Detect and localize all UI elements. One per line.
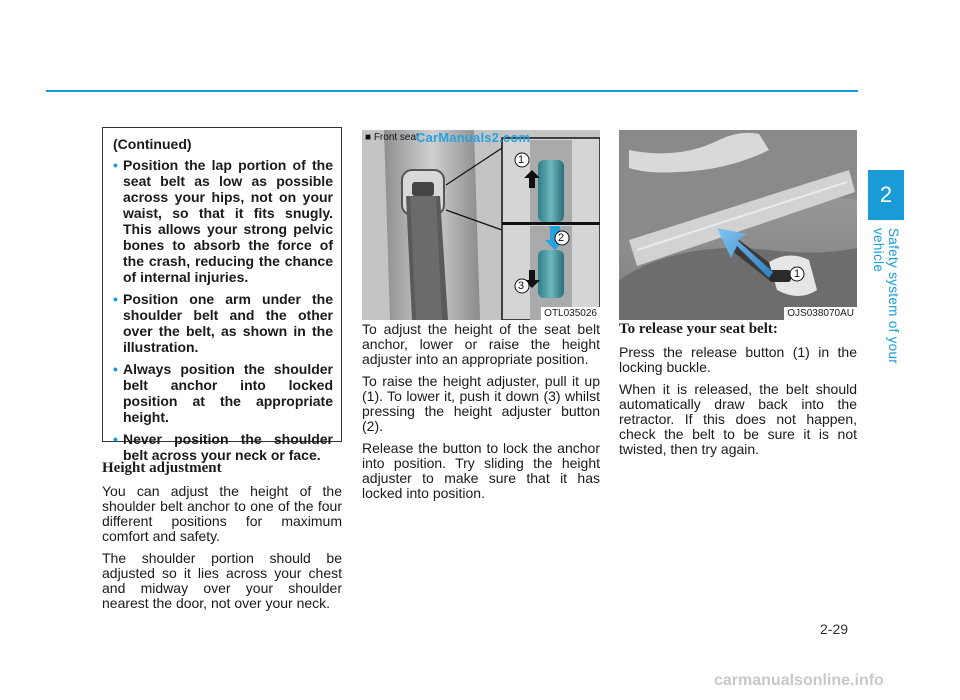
paragraph: To adjust the height of the seat belt anchor, lower or raise the height adjuster into an appropriate position. — [362, 321, 600, 367]
warning-item — [113, 157, 333, 285]
warning-list — [113, 157, 333, 463]
section-tab — [868, 170, 904, 220]
figure-code: OTL035026 — [541, 307, 600, 320]
watermark-logo: CarManuals2.com — [416, 130, 531, 145]
height-adjustment-heading: Height adjustment — [102, 460, 222, 476]
warning-item — [113, 431, 333, 463]
adjuster-up — [538, 160, 564, 222]
callout-1: 1 — [794, 268, 801, 280]
paragraph: Release the button to lock the anchor into position. Try sliding the height adjuster to make sure that it has locked into position. — [362, 440, 600, 501]
page-number: 2-29 — [820, 621, 849, 637]
release-section — [619, 321, 857, 464]
paragraph: Press the release button (1) in the locking buckle. — [619, 344, 857, 375]
section-title-vertical — [868, 228, 904, 408]
bullet-icon: • — [113, 431, 118, 447]
figure-code: OJS038070AU — [784, 307, 857, 320]
paragraph: You can adjust the height of the shoulder belt anchor to one of the four different positions for maximum comfort and safety. — [102, 483, 342, 544]
warning-box — [102, 127, 342, 463]
adjuster-down — [538, 250, 564, 298]
bullet-icon: • — [113, 361, 118, 377]
warning-item-text: Position the lap portion of the seat belt as low as possible across your hips, not on your waist, so that it fits snugly. This allows your strong pelvic bones to absorb the force of the crash, reducing the chance of internal injuries. — [123, 157, 333, 285]
height-adjuster-illustration — [362, 130, 600, 320]
section-tab-number: 2 — [879, 182, 893, 207]
footer-watermark: carmanualsonline.info — [714, 672, 884, 689]
callout-3: 3 — [518, 280, 525, 292]
section-title: Safety system of your vehicle — [871, 228, 901, 365]
bullet-icon: • — [113, 291, 118, 307]
callout-2: 2 — [558, 232, 565, 244]
seat-belt-release-illustration — [619, 130, 857, 320]
bullet-icon: • — [113, 157, 118, 173]
height-adjuster-drawing — [362, 130, 600, 320]
top-rule — [46, 90, 858, 92]
warning-item — [113, 291, 333, 355]
warning-item-text: Position one arm under the shoulder belt and the other over the belt, as shown in the illustration. — [123, 291, 333, 355]
figure-label: ■ Front seat — [365, 132, 419, 143]
paragraph: To raise the height adjuster, pull it up (1). To lower it, push it down (3) whilst pressing the height adjuster button (2). — [362, 373, 600, 434]
paragraph: When it is released, the belt should automatically draw back into the retractor. If this does not happen, check the belt to be sure it is not twisted, then try again. — [619, 381, 857, 457]
warning-item-text: Always position the shoulder belt anchor into locked position at the appropriate height. — [123, 361, 333, 425]
warning-item — [113, 361, 333, 425]
release-heading: To release your seat belt: — [619, 321, 778, 337]
warning-heading: (Continued) — [113, 136, 192, 152]
warning-item-text: Never position the shoulder belt across your neck or face. — [123, 431, 333, 463]
adjust-instructions — [362, 322, 600, 508]
callout-1: 1 — [518, 154, 525, 166]
paragraph: The shoulder portion should be adjusted so it lies across your chest and midway over your shoulder nearest the door, not over your neck. — [102, 550, 342, 611]
release-drawing — [619, 130, 857, 320]
height-adjustment-section — [102, 460, 342, 618]
